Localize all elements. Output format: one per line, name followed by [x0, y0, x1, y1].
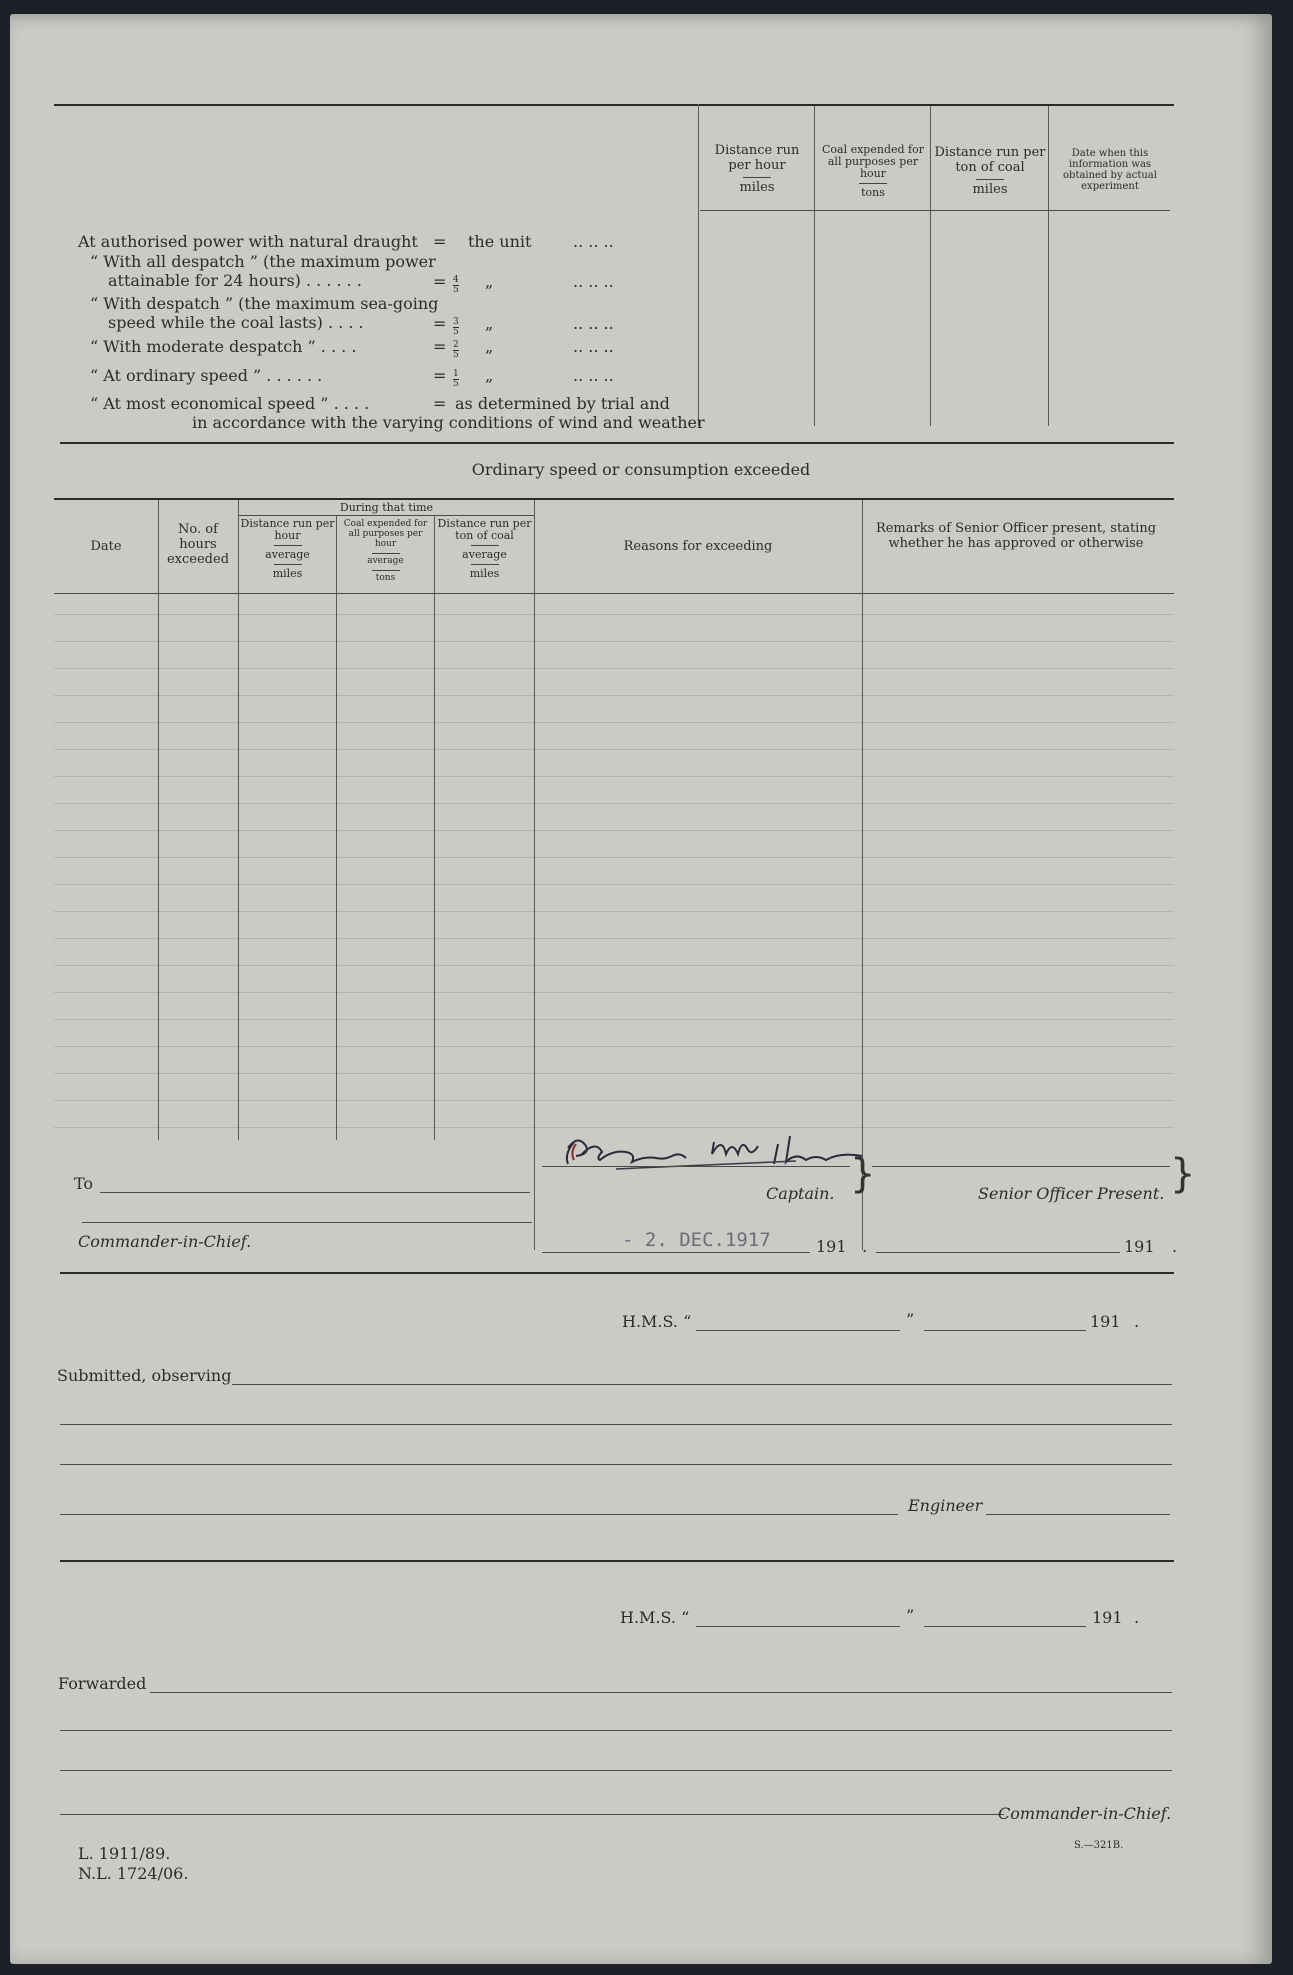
engineer-signature-field[interactable]: [986, 1514, 1170, 1515]
col-coal-expended: Coal expended for all purposes per hour average tons: [343, 519, 428, 583]
submitted-line-1[interactable]: [232, 1384, 1172, 1385]
row-economical-speed: “ At most economical speed ” . . . . = as determined by trial and in accordance with the varying conditions of wind and weather: [90, 394, 705, 432]
hms-label-1: H.M.S. “: [622, 1312, 692, 1331]
col-reasons: Reasons for exceeding: [623, 539, 773, 554]
ref-l: L. 1911/89.: [78, 1844, 171, 1863]
top-table-divider: [698, 104, 699, 426]
faint-rule: [54, 641, 1174, 642]
faint-rule: [54, 938, 1174, 939]
hms-name-field-1[interactable]: [696, 1330, 900, 1331]
header-coal-expended: Coal expended for all purposes per hour tons: [821, 143, 924, 200]
to-label: To: [74, 1174, 94, 1193]
senior-officer-label: Senior Officer Present.: [978, 1184, 1165, 1203]
captain-signature: [546, 1114, 886, 1184]
submitted-line-3[interactable]: [60, 1464, 1172, 1465]
row-authorised-power: At authorised power with natural draught = the unit .. .. ..: [78, 232, 614, 251]
row-moderate-despatch: “ With moderate despatch ” . . . . = $\frac{2}{5}$ „ .. .. ..: [90, 337, 614, 360]
hms-year-1: 191: [1090, 1312, 1121, 1331]
ref-nl: N.L. 1724/06.: [78, 1864, 189, 1883]
faint-rule: [54, 884, 1174, 885]
header-distance-per-ton: Distance run per ton of coal miles: [934, 145, 1046, 197]
faint-rule: [54, 803, 1174, 804]
submitted-line-2[interactable]: [60, 1424, 1172, 1425]
faint-rule: [54, 992, 1174, 993]
faint-rule: [54, 1100, 1174, 1101]
faint-rule: [54, 1019, 1174, 1020]
faint-rule: [54, 695, 1174, 696]
faint-rule: [54, 1073, 1174, 1074]
hms-label-2: H.M.S. “: [620, 1608, 690, 1627]
hms-name-field-2[interactable]: [696, 1626, 900, 1627]
commander-chief-label: Commander-in-Chief.: [998, 1804, 1172, 1823]
form-page: Distance run per hour miles Coal expended for all purposes per hour tons Distance run per ton of coal miles Date when this information was obtained by actual experiment At authorised power with natural draught = the unit .. .. .. “ With all despatch ” (the maximum power attainable for 24 hours) . . . . . . = $\frac{4}{5}$ „ .. .. .. “ With despatch ” (the maximum sea-going speed while the coal lasts) . . . . = $\frac{3}{5}$ „ .. .. .. “ With moderate despatch ” . . . . = $\frac{2}{5}$ „ .. .. .. “ At ordinary speed ” . . . . . . = $\frac{1}{5}$ „ .. .. .. “ At most economical speed ” . . . . = as determined by trial and in accordance with the varying conditions of wind and weather Ordinary speed or consumption exceeded Date No. of hours exceeded During that time Distance run per hour average miles Coal expended for all purposes per hour average tons Distance run per ton of coal average miles Reasons for exceeding Remarks of Senior Officer present, stating whether he has approved or otherwise To Commander-in-Chief. Captain. } - 2. DEC.1917 191 . Senior Officer Present. } 191 . H.M.S. “ ” 191 . Submitted, observing Engineer H.M.S. “ ” 191 . Forwarded Commander-in-Chief. L. 1911/89. N.L. 1724/06. S.—321B.: [10, 14, 1272, 1964]
faint-rule: [54, 722, 1174, 723]
hms-date-field-1[interactable]: [924, 1330, 1086, 1331]
forwarded-line-2[interactable]: [60, 1730, 1172, 1731]
col-distance-per-hour: Distance run per hour average miles: [240, 517, 335, 581]
faint-rule: [54, 965, 1174, 966]
faint-rule: [54, 857, 1174, 858]
forwarded-line-4[interactable]: [60, 1814, 1004, 1815]
submitted-label: Submitted, observing: [57, 1366, 232, 1385]
row-despatch: “ With despatch ” (the maximum sea-going speed while the coal lasts) . . . . = $\frac{3}{5}$ „ .. .. ..: [90, 294, 614, 337]
faint-rule: [54, 749, 1174, 750]
faint-rule: [54, 1046, 1174, 1047]
header-distance-per-hour: Distance run per hour miles: [714, 143, 800, 195]
hms-date-field-2[interactable]: [924, 1626, 1086, 1627]
col-during-that-time: During that time: [339, 501, 434, 514]
faint-rule: [54, 830, 1174, 831]
header-date-obtained: Date when this information was obtained by actual experiment: [1063, 148, 1157, 192]
row-all-despatch: “ With all despatch ” (the maximum power attainable for 24 hours) . . . . . . = $\frac{4}{5}$ „ .. .. ..: [90, 252, 614, 295]
col-distance-per-ton: Distance run per ton of coal average miles: [437, 517, 532, 581]
faint-rule: [54, 911, 1174, 912]
forwarded-line-3[interactable]: [60, 1770, 1172, 1771]
faint-rule: [54, 776, 1174, 777]
top-table-bottom-rule: [60, 442, 1174, 444]
senior-officer-year: 191: [1124, 1237, 1155, 1256]
row-ordinary-speed: “ At ordinary speed ” . . . . . . = $\frac{1}{5}$ „ .. .. ..: [90, 366, 614, 389]
top-rule: [54, 104, 1174, 106]
captain-label: Captain.: [766, 1184, 835, 1203]
form-code: S.—321B.: [1074, 1840, 1124, 1851]
engineer-label: Engineer: [908, 1496, 983, 1515]
faint-rule: [54, 668, 1174, 669]
submitted-line-4[interactable]: [60, 1514, 898, 1515]
col-date: Date: [90, 539, 122, 554]
faint-rule: [54, 614, 1174, 615]
captain-year: 191: [816, 1237, 847, 1256]
section-title: Ordinary speed or consumption exceeded: [471, 460, 811, 479]
commander-label: Commander-in-Chief.: [78, 1232, 252, 1251]
forwarded-line-1[interactable]: [150, 1692, 1172, 1693]
forwarded-label: Forwarded: [58, 1674, 147, 1693]
col-remarks: Remarks of Senior Officer present, stating whether he has approved or otherwise: [875, 521, 1157, 551]
to-line[interactable]: [100, 1192, 530, 1193]
hms-year-2: 191: [1092, 1608, 1123, 1627]
date-stamp: - 2. DEC.1917: [622, 1229, 771, 1251]
col-hours-exceeded: No. of hours exceeded: [166, 522, 230, 567]
